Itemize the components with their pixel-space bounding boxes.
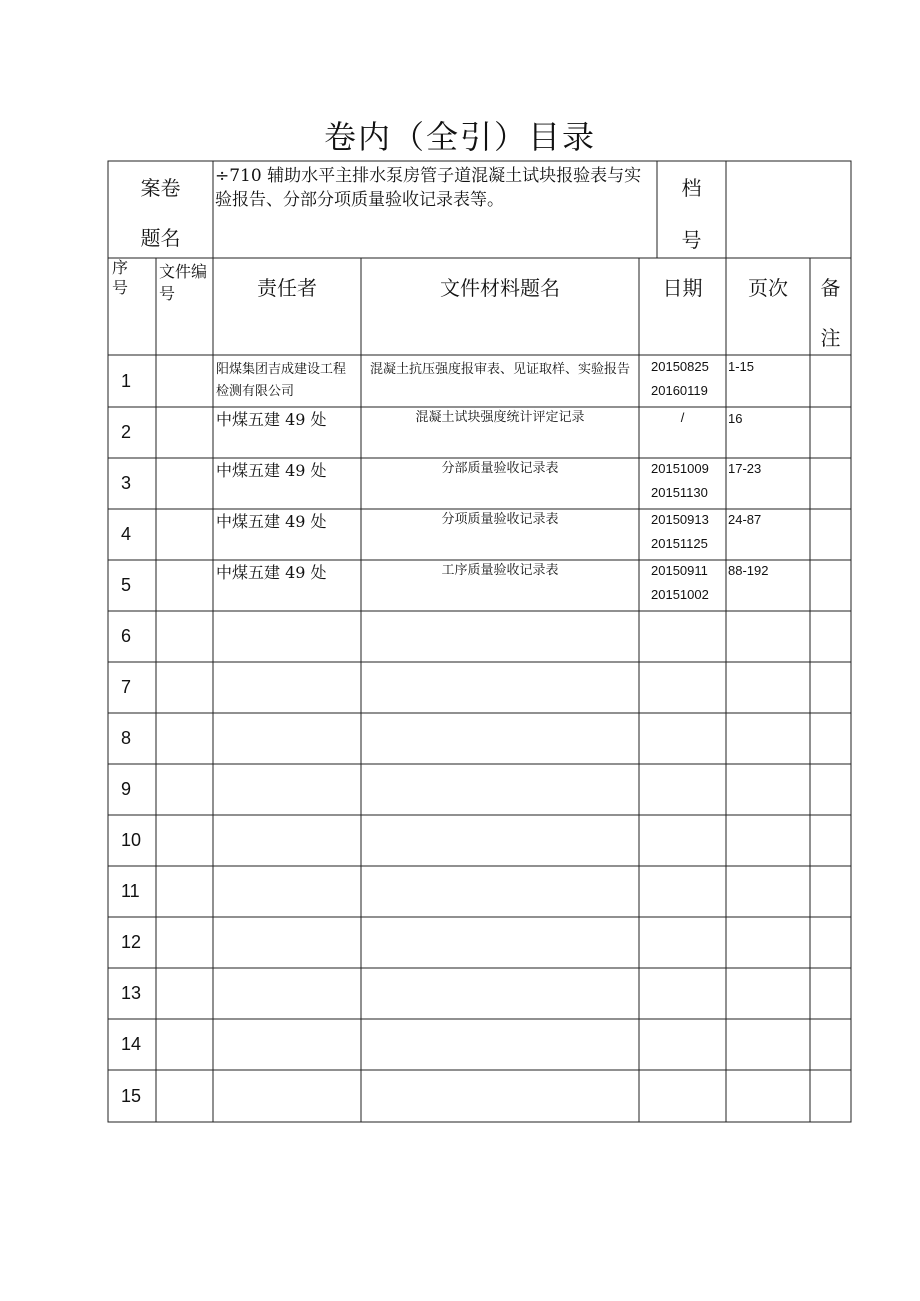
archive-label-line1: 档: [681, 176, 702, 200]
row-2-title: 混凝土试块强度统计评定记录: [415, 410, 585, 425]
archive-label-line2: 号: [681, 228, 702, 252]
row-12-seq: 12: [121, 932, 142, 952]
row-15-seq: 15: [121, 1086, 142, 1106]
row-4-responsible: 中煤五建 49 处: [216, 512, 327, 531]
row-1-responsible: 阳煤集团吉成建设工程检测有限公司: [216, 362, 347, 399]
row-3-date-start: 20151009: [651, 461, 709, 476]
col-seq-line1: 序: [112, 258, 129, 277]
row-5-pages: 88-192: [728, 563, 769, 578]
col-date: 日期: [662, 276, 703, 300]
case-label-line1: 案卷: [140, 176, 181, 200]
col-fileno-line1: 文件编: [159, 262, 208, 281]
col-pages: 页次: [748, 276, 788, 300]
row-4-title: 分项质量验收记录表: [441, 512, 559, 527]
row-13-seq: 13: [121, 983, 142, 1003]
row-4-pages: 24-87: [728, 512, 762, 527]
row-3-responsible: 中煤五建 49 处: [216, 461, 327, 480]
col-responsible: 责任者: [257, 276, 317, 300]
col-remark-line2: 注: [820, 326, 841, 350]
row-1-seq: 1: [121, 371, 132, 391]
row-1-pages: 1-15: [728, 359, 755, 374]
row-11-seq: 11: [121, 881, 140, 901]
col-fileno-line2: 号: [159, 284, 176, 303]
case-title: ÷710 辅助水平主排水泵房管子道混凝土试块报验表与实验报告、分部分项质量验收记录表等。: [215, 166, 642, 210]
row-4-seq: 4: [121, 524, 132, 544]
row-1-date-end: 20160119: [651, 383, 708, 398]
row-5-date-start: 20150911: [651, 563, 708, 578]
row-5-date-end: 20151002: [651, 587, 709, 602]
row-5-seq: 5: [121, 575, 132, 595]
row-8-seq: 8: [121, 728, 132, 748]
row-4-date-end: 20151125: [651, 536, 708, 551]
row-2-date-start: /: [680, 410, 685, 425]
col-title: 文件材料题名: [440, 276, 560, 300]
row-3-seq: 3: [121, 473, 132, 493]
page-title: 卷内（全引）目录: [323, 118, 596, 156]
row-1-date-start: 20150825: [651, 359, 709, 374]
row-2-pages: 16: [728, 411, 743, 426]
row-1-title: 混凝土抗压强度报审表、见证取样、实验报告: [369, 362, 630, 377]
row-2-seq: 2: [121, 422, 132, 442]
row-7-seq: 7: [121, 677, 132, 697]
row-5-title: 工序质量验收记录表: [441, 563, 559, 578]
row-6-seq: 6: [121, 626, 132, 646]
row-4-date-start: 20150913: [651, 512, 709, 527]
case-label-line2: 题名: [140, 226, 181, 250]
row-10-seq: 10: [121, 830, 142, 850]
row-2-responsible: 中煤五建 49 处: [216, 410, 327, 429]
row-3-pages: 17-23: [728, 461, 762, 476]
col-remark-line1: 备: [820, 276, 841, 300]
col-seq-line2: 号: [112, 278, 129, 297]
row-14-seq: 14: [121, 1034, 142, 1054]
row-5-responsible: 中煤五建 49 处: [216, 563, 327, 582]
row-9-seq: 9: [121, 779, 132, 799]
row-3-date-end: 20151130: [651, 485, 708, 500]
row-3-title: 分部质量验收记录表: [441, 461, 559, 476]
